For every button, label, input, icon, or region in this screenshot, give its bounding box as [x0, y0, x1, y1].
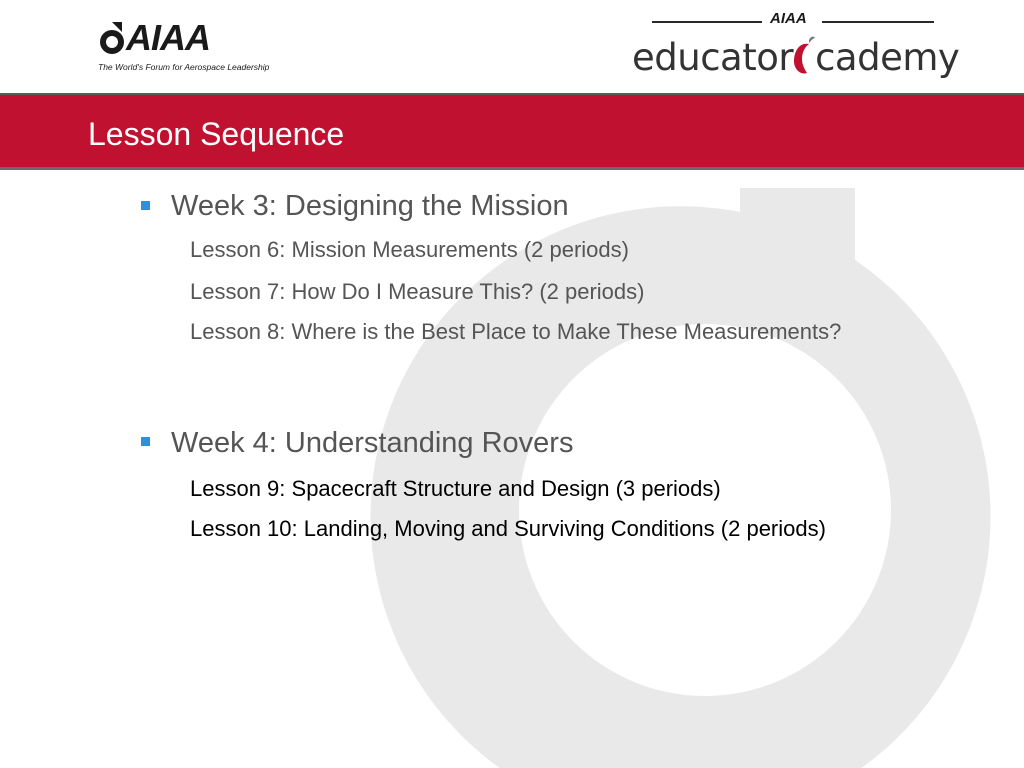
section-heading: Week 4: Understanding Rovers — [171, 427, 574, 459]
lesson-item: Lesson 9: Spacecraft Structure and Design (3 periods) — [190, 476, 721, 501]
bullet-square-icon — [141, 437, 150, 446]
section-heading: Week 3: Designing the Mission — [171, 190, 569, 222]
educator-brand: AIAA — [770, 10, 807, 27]
aiaa-logo-text: AIAA — [126, 17, 210, 58]
lesson-item: Lesson 10: Landing, Moving and Surviving Conditions (2 periods) — [190, 516, 826, 541]
slide-title: Lesson Sequence — [88, 116, 345, 152]
lesson-item: Lesson 7: How Do I Measure This? (2 periods) — [190, 279, 645, 304]
aiaa-tagline: The World's Forum for Aerospace Leadership — [98, 62, 270, 72]
bullet-square-icon — [141, 201, 150, 210]
lesson-item: Lesson 6: Mission Measurements (2 periods) — [190, 237, 629, 262]
educator-word: educator — [632, 36, 794, 79]
academy-word: cademy — [815, 36, 960, 79]
lesson-item: Lesson 8: Where is the Best Place to Make These Measurements? — [190, 319, 842, 344]
